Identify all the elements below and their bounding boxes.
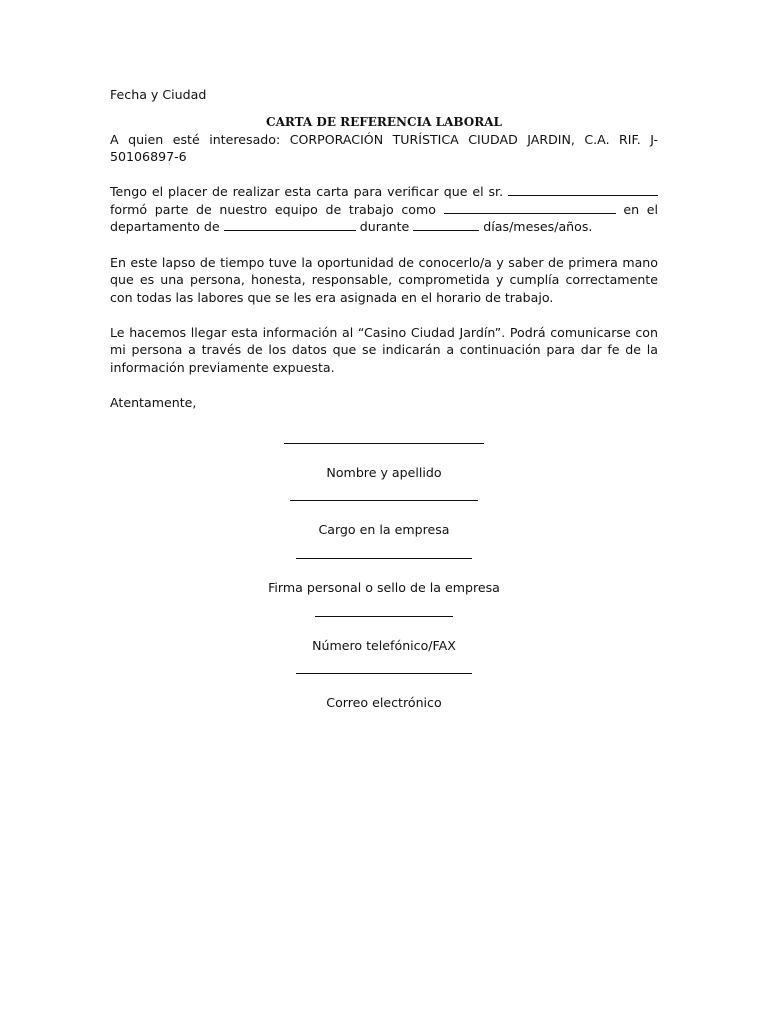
- duration-blank: [413, 218, 479, 231]
- p1-text-c: en el departamento de: [110, 201, 658, 235]
- signature-block: [110, 412, 658, 712]
- phone-label: Número telefónico/FAX: [312, 637, 456, 653]
- p1-text-d: durante: [359, 219, 410, 235]
- employee-name-blank: [508, 183, 658, 196]
- paragraph-character: En este lapso de tiempo tuve la oportunidad de conocerlo/a y saber de primera mano que es una persona, honesta, responsable, comprometida y cumplía correctamente con todas las labores que se les era asignada en el horario de trabajo.: [110, 254, 658, 305]
- date-city: Fecha y Ciudad: [110, 87, 207, 102]
- email-label: Correo electrónico: [326, 695, 442, 711]
- job-title-blank: [444, 201, 616, 214]
- p1-text-e: días/meses/años.: [483, 219, 593, 235]
- position-label: Cargo en la empresa: [318, 522, 450, 538]
- paragraph-employment: [110, 183, 658, 236]
- signature-label: Firma personal o sello de la empresa: [268, 579, 500, 595]
- department-blank: [224, 218, 356, 231]
- paragraph-contact: Le hacemos llegar esta información al “Casino Ciudad Jardín”. Podrá comunicarse con mi persona a través de los datos que se indicarán a continuación para dar fe de la información previamente expuesta.: [110, 324, 658, 376]
- letter-title: CARTA DE REFERENCIA LABORAL: [266, 114, 502, 129]
- closing: Atentamente,: [110, 395, 197, 411]
- name-label: Nombre y apellido: [326, 464, 442, 480]
- salutation: A quien esté interesado: CORPORACIÓN TURÍSTICA CIUDAD JARDIN, C.A. RIF. J-50106897-6: [110, 131, 658, 165]
- p1-text-b: formó parte de nuestro equipo de trabajo como: [110, 201, 436, 217]
- letter-page: [110, 86, 658, 712]
- p1-text-a: Tengo el placer de realizar esta carta para verificar que el sr.: [110, 184, 504, 200]
